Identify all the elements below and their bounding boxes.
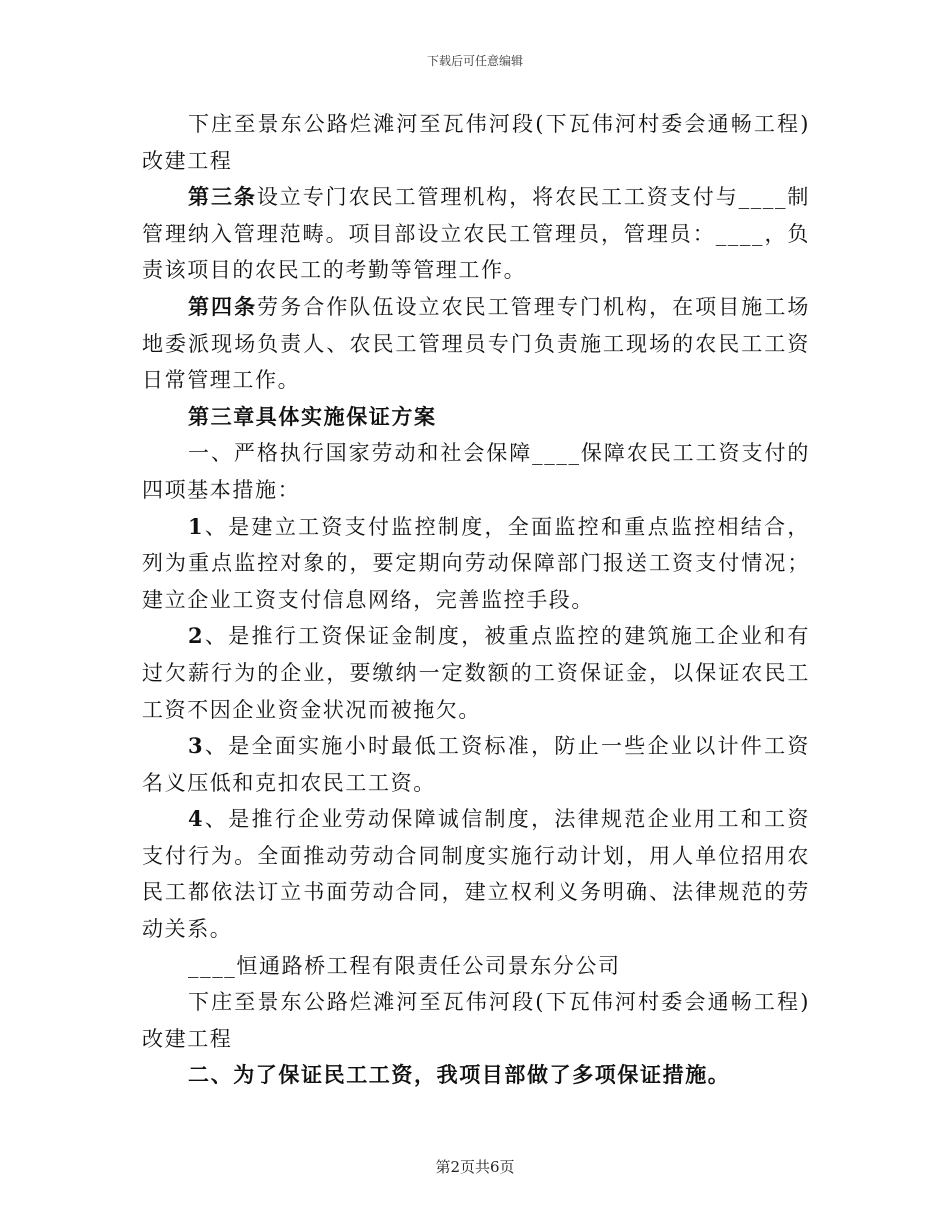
page-footer: 第2页共6页 — [435, 1158, 515, 1176]
measure-4-text: 、是推行企业劳动保障诚信制度，法律规范企业用工和工资支付行为。全面推动劳动合同制度实施行动计划，用人单位招用农民工都依法订立书面劳动合同，建立权利义务明确、法律规范的劳动关系。 — [142, 807, 810, 942]
measure-4-number: 4 — [188, 806, 205, 832]
paragraph-measure-4 — [142, 801, 810, 947]
measure-1-number: 1 — [188, 513, 205, 539]
measure-2-number: 2 — [188, 623, 205, 649]
article-4-label: 第四条 — [188, 293, 258, 319]
chapter-3-heading: 第三章具体实施保证方案 — [188, 403, 437, 429]
page-header: 下载后可任意编辑 — [426, 54, 523, 68]
paragraph-project-title: 下庄至景东公路烂滩河至瓦伟河段(下瓦伟河村委会通畅工程)改建工程 — [142, 112, 810, 173]
article-3-text: 设立专门农民工管理机构，将农民工工资支付与____制管理纳入管理范畴。项目部设立农民工管理员，管理员：____，负责该项目的农民工的考勤等管理工作。 — [142, 185, 810, 283]
paragraph-company-name: ____恒通路桥工程有限责任公司景东分公司 — [188, 953, 621, 978]
article-3-label: 第三条 — [188, 184, 257, 210]
measure-1-text: 、是建立工资支付监控制度，全面监控和重点监控相结合，列为重点监控对象的，要定期向劳动保障部门报送工资支付情况；建立企业工资支付信息网络，完善监控手段。 — [142, 514, 810, 612]
paragraph-project-title-repeat: 下庄至景东公路烂滩河至瓦伟河段(下瓦伟河村委会通畅工程)改建工程 — [142, 990, 810, 1051]
section-2-heading: 二、为了保证民工工资，我项目部做了多项保证措施。 — [188, 1062, 731, 1088]
article-4-text: 劳务合作队伍设立农民工管理专门机构，在项目施工场地委派现场负责人、农民工管理员专门负责施工现场的农民工工资日常管理工作。 — [142, 294, 810, 393]
measure-2-text: 、是推行工资保证金制度，被重点监控的建筑施工企业和有过欠薪行为的企业，要缴纳一定数额的工资保证金，以保证农民工工资不因企业资金状况而被拖欠。 — [142, 624, 810, 722]
paragraph-measure-2 — [142, 618, 810, 728]
paragraph-article-4 — [142, 289, 810, 399]
measure-3-text: 、是全面实施小时最低工资标准，防止一些企业以计件工资名义压低和克扣农民工工资。 — [142, 734, 810, 795]
paragraph-measure-3 — [142, 728, 810, 801]
paragraph-measure-1 — [142, 509, 810, 619]
paragraph-article-3 — [142, 179, 810, 289]
measure-3-number: 3 — [188, 733, 205, 759]
document-body — [142, 106, 810, 1094]
paragraph-measures-intro: 一、严格执行国家劳动和社会保障____保障农民工工资支付的四项基本措施： — [142, 441, 810, 502]
